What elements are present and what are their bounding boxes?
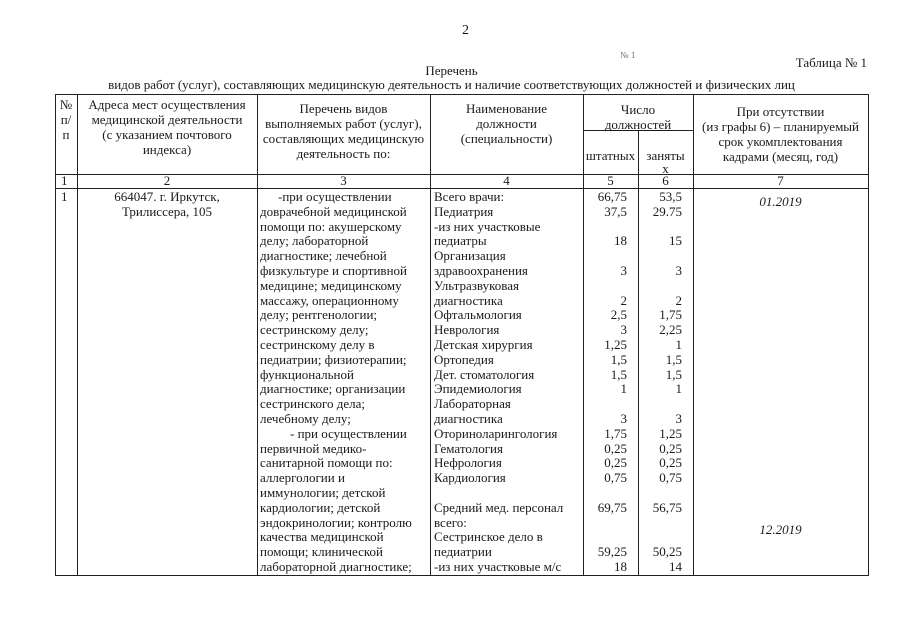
position-name: Организация — [434, 248, 506, 264]
position-name: здравоохранения — [434, 263, 528, 278]
page-number: 2 — [462, 23, 469, 38]
address-line: 664047. г. Иркутск, — [114, 189, 220, 204]
position-name: Гематология — [434, 440, 503, 456]
header-plan-line: (из графы 6) – планируемый — [702, 119, 859, 134]
position-name: Педиатрия — [434, 203, 494, 219]
occupied-count: 2 — [675, 292, 682, 308]
position-name: Сестринское дело в — [434, 529, 543, 545]
column-number: 3 — [340, 173, 347, 188]
document-subtitle: видов работ (услуг), составляющих медицинскую деятельность и наличие соответствующих должностей и физических лиц — [108, 77, 795, 92]
header-plan-line: кадрами (месяц, год) — [722, 149, 839, 164]
occupied-count: 1,25 — [659, 425, 682, 441]
header-occupied-line: заняты — [646, 148, 685, 163]
header-address-line: индекса) — [142, 142, 192, 157]
document-title: Перечень — [425, 63, 478, 78]
works-line: помощи по: акушерскому — [260, 218, 402, 234]
staff-count: 37,5 — [604, 203, 627, 219]
works-line: диагностике; организации — [260, 381, 406, 397]
works-line: аллергологии и — [260, 470, 345, 486]
occupied-count: 56,75 — [652, 499, 682, 515]
position-name: педиатры — [434, 233, 487, 249]
occupied-count: 1,5 — [665, 366, 682, 382]
header-works-line: составляющих медицинскую — [262, 131, 425, 146]
staff-count: 69,75 — [597, 499, 627, 515]
occupied-count: 29.75 — [652, 203, 682, 219]
works-line: первичной медико- — [260, 440, 367, 456]
position-name: Кардиология — [434, 470, 506, 486]
staff-count: 0,75 — [604, 470, 627, 486]
works-line: делу; рентгенологии; — [260, 307, 378, 323]
works-line: эндокринологии; контролю — [260, 514, 412, 530]
works-line: - при осуществлении — [290, 425, 407, 441]
works-line: кардиологии; детской — [260, 499, 381, 515]
position-name: Неврология — [434, 322, 500, 338]
occupied-count: 3 — [675, 411, 682, 426]
position-name: Средний мед. персонал — [434, 499, 564, 515]
stamp-mark: № 1 — [620, 50, 636, 60]
staff-count: 3 — [620, 411, 627, 426]
header-staff: штатных — [585, 148, 636, 163]
position-name: Лабораторная — [434, 396, 511, 412]
staff-count: 18 — [614, 559, 627, 574]
staff-count: 1,75 — [604, 425, 627, 441]
header-number-line: п — [62, 127, 70, 142]
position-name: -из них участковые м/с — [434, 559, 562, 574]
position-name: Нефрология — [434, 455, 502, 471]
occupied-count: 15 — [669, 233, 682, 249]
position-name: диагностика — [434, 292, 503, 308]
occupied-count: 14 — [669, 559, 682, 574]
occupied-count: 3 — [675, 263, 682, 278]
works-line: педиатрии; физиотерапии; — [260, 351, 407, 367]
works-line: помощи; клинической — [260, 544, 383, 560]
header-plan-line: срок укомплектования — [718, 134, 843, 149]
works-line: иммунологии; детской — [260, 485, 386, 500]
occupied-count: 1 — [675, 337, 682, 352]
position-name: Эпидемиология — [434, 381, 522, 397]
column-number: 1 — [61, 173, 68, 188]
staff-count: 59,25 — [597, 544, 627, 560]
header-position-line: должности — [476, 116, 537, 131]
occupied-count: 1 — [675, 381, 682, 397]
occupied-count: 53,5 — [659, 189, 682, 204]
works-line: функциональной — [260, 366, 354, 382]
header-works-line: выполняемых работ (услуг), — [265, 116, 422, 131]
occupied-count: 50,25 — [652, 544, 682, 560]
occupied-count: 1,75 — [659, 307, 682, 323]
staff-count: 0,25 — [604, 440, 627, 456]
works-line: физкультуре и спортивной — [260, 263, 407, 278]
services-table — [55, 94, 869, 576]
header-count-line: Число — [620, 102, 656, 117]
works-line: сестринскому делу в — [260, 337, 375, 352]
position-name: Ортопедия — [434, 351, 494, 367]
position-name: диагностика — [434, 411, 503, 426]
position-name: Всего врачи: — [434, 189, 505, 204]
works-line: делу; лабораторной — [260, 233, 369, 249]
staff-count: 2 — [620, 292, 627, 308]
position-name: -из них участковые — [434, 218, 541, 234]
occupied-count: 0,25 — [659, 455, 682, 471]
table-label: Таблица № 1 — [795, 55, 867, 70]
header-position-line: Наименование — [466, 101, 547, 116]
staff-count: 0,25 — [604, 455, 627, 471]
staff-count: 3 — [620, 322, 627, 338]
header-number-line: п/ — [60, 112, 72, 127]
staff-count: 1,25 — [604, 337, 627, 352]
column-number: 6 — [662, 173, 669, 188]
position-name: всего: — [434, 514, 467, 530]
occupied-count: 1,5 — [665, 351, 682, 367]
position-name: педиатрии — [434, 544, 492, 560]
header-address-line: Адреса мест осуществления — [88, 97, 246, 112]
works-line: сестринскому делу; — [260, 322, 369, 338]
works-line: качества медицинской — [260, 529, 384, 545]
staff-count: 2,5 — [610, 307, 627, 323]
planned-date: 12.2019 — [759, 522, 802, 537]
header-count-line: должностей — [604, 117, 672, 132]
staff-count: 18 — [614, 233, 627, 249]
works-line: доврачебной медицинской — [260, 203, 407, 219]
header-position-line: (специальности) — [460, 131, 553, 146]
works-line: -при осуществлении — [278, 189, 392, 204]
staff-count: 1,5 — [610, 351, 627, 367]
works-line: лечебному делу; — [260, 411, 351, 426]
occupied-count: 0,75 — [659, 470, 682, 486]
occupied-count: 0,25 — [659, 440, 682, 456]
column-number: 7 — [777, 173, 784, 188]
position-name: Оториноларингология — [434, 425, 558, 441]
position-name: Ультразвуковая — [434, 277, 519, 293]
header-number-line: № — [59, 97, 73, 112]
works-line: лабораторной диагностике; — [260, 559, 412, 574]
occupied-count: 2,25 — [659, 322, 682, 338]
row-number: 1 — [61, 189, 68, 204]
address-line: Трилиссера, 105 — [121, 204, 213, 219]
works-line: сестринского дела; — [260, 396, 365, 412]
staff-count: 66,75 — [597, 189, 627, 204]
header-works-line: деятельность по: — [296, 146, 391, 161]
works-line: медицине; медицинскому — [260, 277, 402, 293]
works-line: санитарной помощи по: — [260, 455, 393, 471]
header-works-line: Перечень видов — [299, 101, 388, 116]
header-occupied-line: х — [662, 161, 669, 176]
position-name: Офтальмология — [434, 307, 522, 323]
planned-date: 01.2019 — [759, 194, 802, 209]
column-number: 2 — [163, 173, 171, 188]
staff-count: 1,5 — [610, 366, 627, 382]
position-name: Детская хирургия — [434, 337, 533, 352]
header-address-line: (с указанием почтового — [102, 127, 232, 142]
works-line: массажу, операционному — [260, 292, 399, 308]
staff-count: 1 — [620, 381, 627, 397]
works-line: диагностике; лечебной — [260, 248, 387, 264]
header-plan-line: При отсутствии — [736, 104, 825, 119]
header-address-line: медицинской деятельности — [91, 112, 243, 127]
staff-count: 3 — [620, 263, 627, 278]
position-name: Дет. стоматология — [434, 366, 535, 382]
column-number: 4 — [503, 173, 510, 188]
column-number: 5 — [607, 173, 614, 188]
